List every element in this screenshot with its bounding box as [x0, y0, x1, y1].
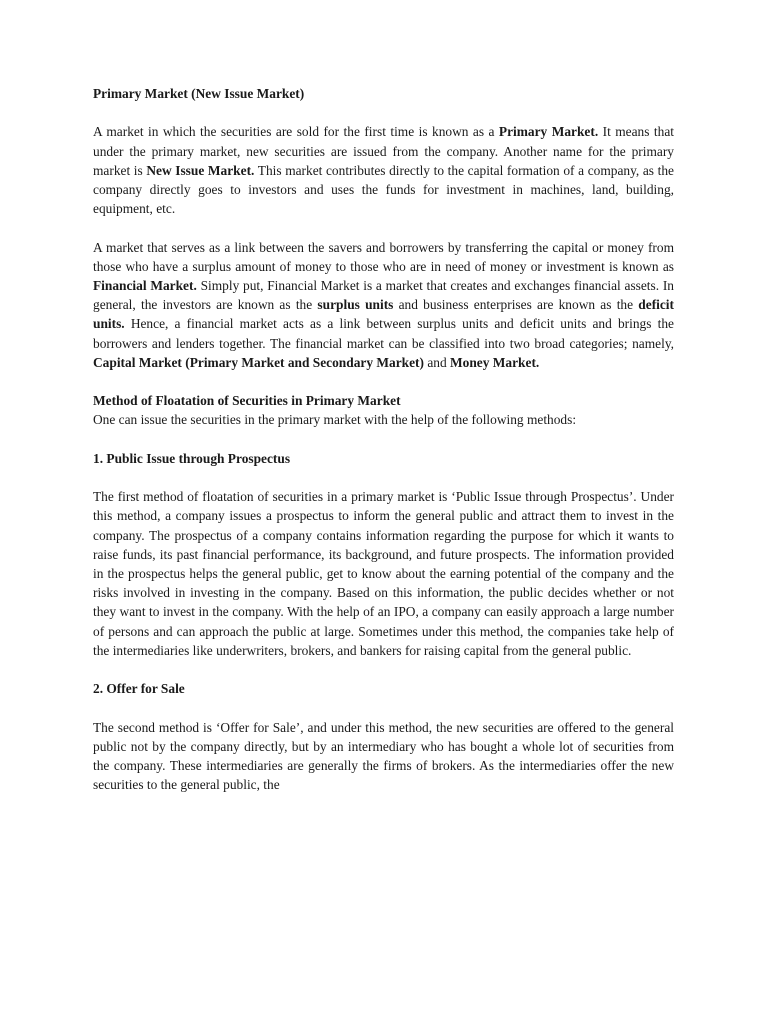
spacer [93, 660, 674, 679]
bold-term: deficit units. [93, 297, 674, 332]
method-1-body: The first method of floatation of securities in a primary market is ‘Public Issue through Prospectus’. Under this method, a company issues a prospectus to inform the general public and attract them to invest in the company. The prospectus of a company contains information regarding the purpose for which it wants to raise funds, its past financial performance, its background, and future prospects. The information provided in the prospectus helps the general public, get to know about the earning potential of the company and the risks involved in investing in the company. Based on this information, the public decides whether or not they want to invest in the company. With the help of an IPO, a company can easily approach a large number of persons and can approach the public at large. Sometimes under this method, the companies take help of the intermediaries like underwriters, brokers, and bankers for raising capital from the general public. [93, 489, 674, 658]
bold-term: surplus units [317, 297, 394, 313]
paragraph-primary-market [93, 122, 674, 218]
document-title: Primary Market (New Issue Market) [93, 86, 305, 101]
spacer [93, 103, 674, 122]
text-run: A market in which the securities are sold for the first time is known as a [93, 124, 499, 140]
text-run: and business enterprises are known as the [393, 297, 639, 313]
section-intro: One can issue the securities in the primary market with the help of the following methods: [93, 412, 577, 428]
spacer [93, 468, 674, 487]
section-heading: Method of Floatation of Securities in Primary Market [93, 393, 401, 409]
text-run: A market that serves as a link between the savers and borrowers by transferring the capital or money from those who have a surplus amount of money to those who are in need of money or investment is known as [93, 239, 674, 274]
paragraph-financial-market [93, 238, 674, 372]
text-run: This market contributes directly to the capital formation of a company, as the company directly goes to investors and uses the funds for investment in machines, land, building, equipment, etc. [93, 162, 674, 217]
spacer [93, 372, 674, 391]
bold-term: Capital Market (Primary Market and Secondary Market) [93, 354, 424, 370]
spacer [93, 430, 674, 449]
bold-term: Financial Market. [93, 278, 197, 293]
bold-term: New Issue Market. [146, 162, 255, 178]
text-run: and [423, 354, 451, 370]
method-2-heading: 2. Offer for Sale [93, 681, 185, 697]
method-2-body: The second method is ‘Offer for Sale’, and under this method, the new securities are offered to the general public not by the company directly, but by an intermediary who has bought a whole lot of securities from the company. These intermediaries are generally the firms of brokers. As the intermediaries offer the new securities to the general public, the [93, 719, 674, 793]
bold-term: Primary Market. [498, 124, 599, 140]
document-page [93, 84, 674, 794]
method-1-heading: 1. Public Issue through Prospectus [93, 450, 291, 466]
text-run: Hence, a financial market acts as a link between surplus units and deficit units and brings the borrowers and lenders together. The financial market can be classified into two broad categories; namely, [93, 316, 674, 351]
bold-term: Money Market. [450, 354, 540, 370]
spacer [93, 218, 674, 237]
text-run: It means that under the primary market, new securities are issued from the company. Another name for the primary market is [93, 124, 674, 178]
spacer [93, 698, 674, 717]
text-run: Simply put, Financial Market is a market that creates and exchanges financial assets. In general, the investors are known as the [93, 278, 674, 313]
